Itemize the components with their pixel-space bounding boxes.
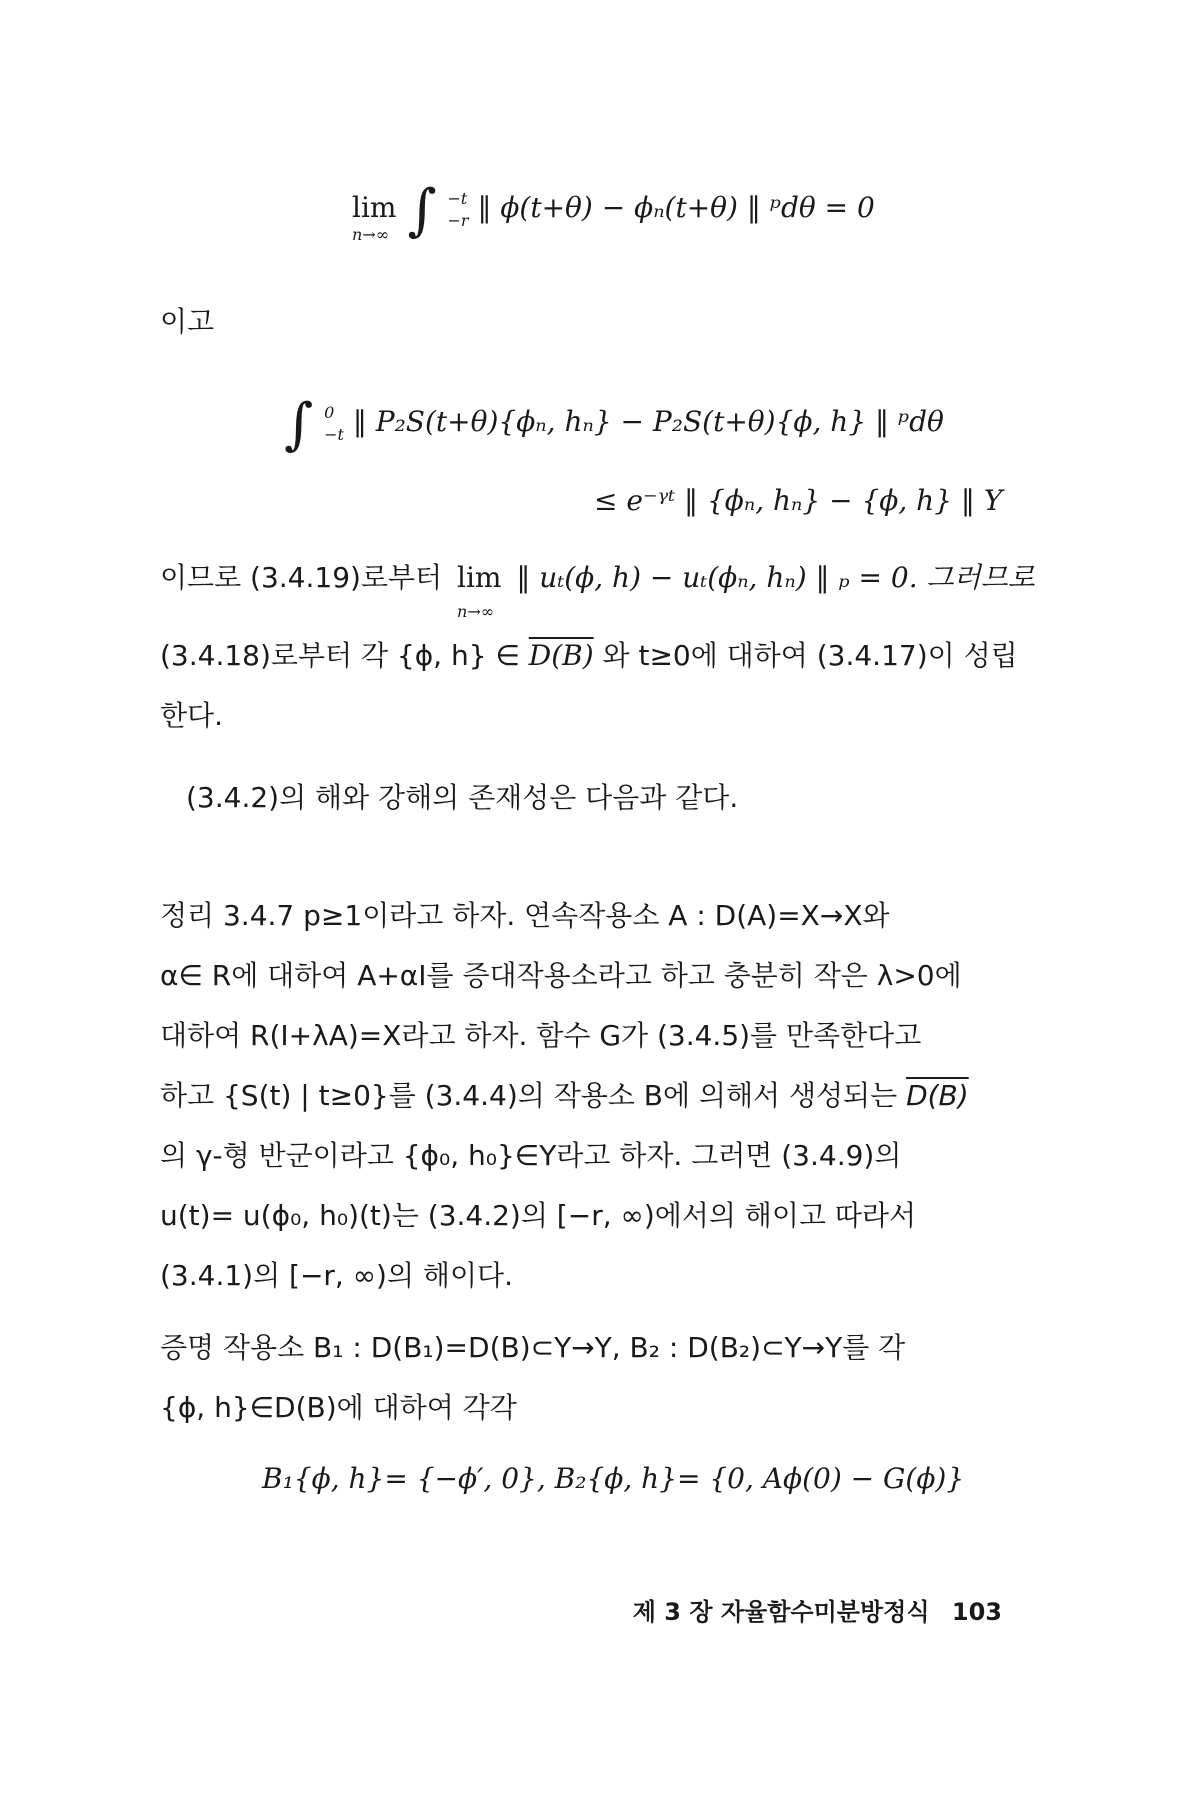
para-line: 이므로 (3.4.19)로부터 lim n→∞ ‖ uₜ(ϕ, h) − uₜ(ϕₙ, hₙ) ‖ ₚ = 0. 그러므로 [160, 548, 1040, 608]
lim-subscript: n→∞ [352, 225, 390, 244]
theorem-3-4-7 [160, 886, 1040, 1306]
proof-line: {ϕ, h}∈D(B)에 대하여 각각 [160, 1391, 517, 1424]
proof-block [160, 1318, 1040, 1438]
para-line: (3.4.18)로부터 각 {ϕ, h} ∈ D(B) 와 t≥0에 대하여 (3.4.17)이 성립 [160, 639, 1018, 672]
paragraph-existence: (3.4.2)의 해와 강해의 존재성은 다음과 같다. [186, 781, 739, 814]
theorem-line: (3.4.1)의 [−r, ∞)의 해이다. [160, 1259, 513, 1292]
closure-D-B: D(B) [906, 1079, 969, 1112]
theorem-line: 대하여 R(I+λA)=X라고 하자. 함수 G가 (3.4.5)를 만족한다고 [160, 1019, 922, 1052]
proof-line: 증명 작용소 B₁ : D(B₁)=D(B)⊂Y→Y, B₂ : D(B₂)⊂Y→Y를 각 [160, 1331, 906, 1364]
equation-limit-integral [352, 178, 875, 243]
theorem-line: α∈ R에 대하여 A+αI를 증대작용소라고 하고 충분히 작은 λ>0에 [160, 959, 962, 992]
closure-D-B: D(B) [528, 639, 594, 672]
integral-limits: −t −r [447, 188, 469, 230]
equation-bound: ≤ e⁻ᵞᵗ ‖ {ϕₙ, hₙ} − {ϕ, h} ‖ Y [594, 484, 1003, 517]
theorem-line: u(t)= u(ϕ₀, h₀)(t)는 (3.4.2)의 [−r, ∞)에서의 해이고 따라서 [160, 1199, 916, 1232]
integral-sign: ∫ [407, 178, 437, 243]
text-igo: 이고 [160, 305, 215, 338]
page-number: 103 [951, 1598, 1002, 1626]
lim-operator: lim n→∞ [352, 191, 397, 244]
chapter-title: 제 3 장 자율함수미분방정식 [632, 1598, 930, 1626]
theorem-line: 정리 3.4.7 p≥1이라고 하자. 연속작용소 A : D(A)=X→X와 [160, 899, 890, 932]
page-footer [633, 1592, 1002, 1627]
paragraph-conclusion [160, 548, 1040, 746]
equation-operators: B₁{ϕ, h}= {−ϕ′, 0}, B₂{ϕ, h}= {0, Aϕ(0) − G(ϕ)} [262, 1462, 965, 1495]
equation-integral-inequality [282, 392, 944, 457]
theorem-line: 하고 {S(t) | t≥0}를 (3.4.4)의 작용소 B에 의해서 생성되는 D(B) [160, 1079, 969, 1112]
para-line: 한다. [160, 699, 223, 732]
integral-sign: ∫ [284, 392, 314, 457]
equation-body: ‖ P₂S(t+θ){ϕₙ, hₙ} − P₂S(t+θ){ϕ, h} ‖ ᵖdθ [352, 405, 944, 438]
theorem-line: 의 γ-형 반군이라고 {ϕ₀, h₀}∈Y라고 하자. 그러면 (3.4.9)의 [160, 1139, 902, 1172]
integral-limits: 0 −t [324, 402, 344, 444]
lim-operator: lim n→∞ [457, 561, 502, 621]
equation-body: ‖ ϕ(t+θ) − ϕₙ(t+θ) ‖ ᵖdθ = 0 [477, 191, 875, 224]
